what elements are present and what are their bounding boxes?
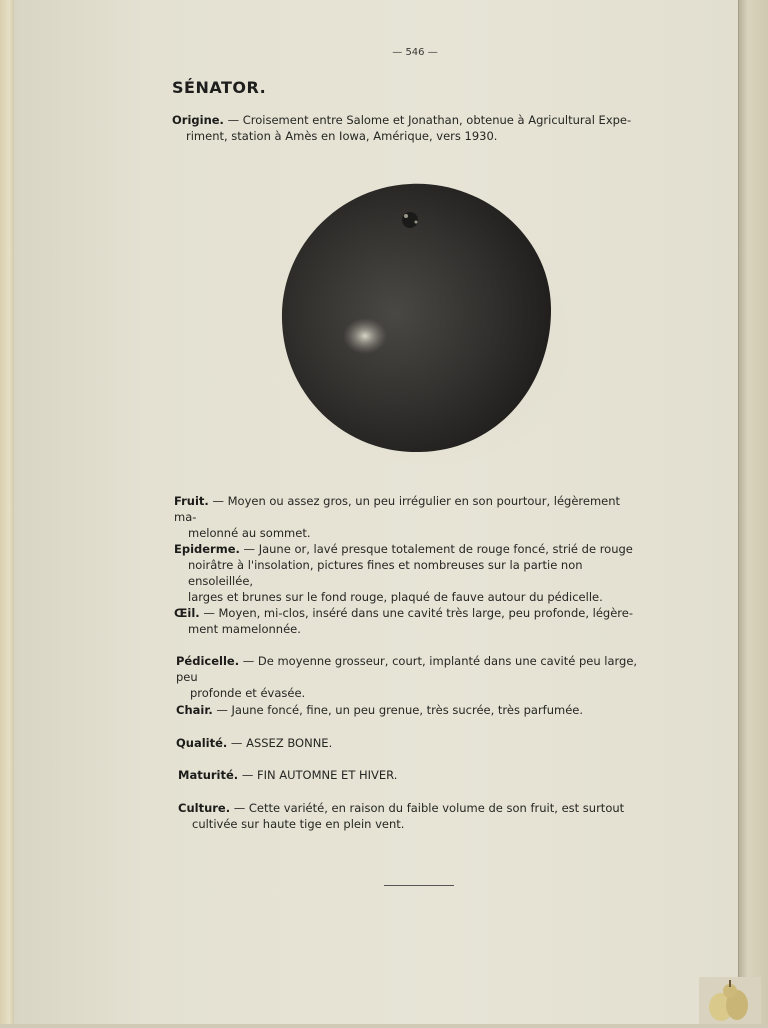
entry-text: — De moyenne grosseur, court, implanté dans une cavité peu large, peu <box>176 654 638 684</box>
entry-chair <box>176 702 646 718</box>
entry-text: larges et brunes sur le fond rouge, plaqué de fauve autour du pédicelle. <box>188 590 603 604</box>
entry-label: Culture. <box>178 801 231 815</box>
entry-maturite <box>178 767 648 783</box>
entry-text: melonné au sommet. <box>188 526 311 540</box>
entry-text: riment, station à Amès en Iowa, Amérique, vers 1930. <box>186 129 498 143</box>
entry-label: Chair. <box>176 703 213 717</box>
apple-photo <box>270 178 570 468</box>
entry-label: Origine. <box>172 113 224 127</box>
entry-text: — Moyen, mi-clos, inséré dans une cavité très large, peu profonde, légère- <box>199 606 633 620</box>
page-number: — 546 — <box>392 47 438 58</box>
variety-title: SÉNATOR. <box>172 78 267 97</box>
entry-text: noirâtre à l'insolation, pictures fines et nombreuses sur la partie non ensoleillée, <box>188 558 583 588</box>
entry-label: Œil. <box>174 606 200 620</box>
page-edge <box>738 0 768 1024</box>
entry-origine <box>172 112 672 144</box>
entry-qualite <box>176 735 646 751</box>
corner-thumbnail[interactable] <box>699 977 761 1024</box>
entry-label: Epiderme. <box>174 542 240 556</box>
apple-photo-icon <box>270 178 570 468</box>
entry-text: — Jaune or, lavé presque totalement de rouge foncé, strié de rouge <box>239 542 633 556</box>
entry-culture <box>178 800 648 832</box>
entry-text: — Jaune foncé, fine, un peu grenue, très sucrée, très parfumée. <box>212 703 584 717</box>
entry-text: — Moyen ou assez gros, un peu irrégulier en son pourtour, légèrement ma- <box>174 494 621 524</box>
entry-text: profonde et évasée. <box>190 686 306 700</box>
entry-label: Maturité. <box>178 768 239 782</box>
closing-rule <box>384 885 454 886</box>
entry-text: — Croisement entre Salome et Jonathan, obtenue à Agricultural Expe- <box>223 113 632 127</box>
entry-text: — ASSEZ BONNE. <box>227 736 333 750</box>
entry-pedicelle <box>176 653 646 701</box>
pear-icon <box>699 977 761 1024</box>
entry-label: Pédicelle. <box>176 654 240 668</box>
entry-oeil <box>174 605 644 637</box>
entry-epiderme <box>174 541 644 605</box>
entry-label: Fruit. <box>174 494 209 508</box>
entry-text: ment mamelonnée. <box>188 622 301 636</box>
entry-text: — FIN AUTOMNE ET HIVER. <box>238 768 398 782</box>
entry-text: — Cette variété, en raison du faible volume de son fruit, est surtout <box>230 801 625 815</box>
entry-label: Qualité. <box>176 736 228 750</box>
entry-text: cultivée sur haute tige en plein vent. <box>192 817 405 831</box>
entry-fruit <box>174 493 644 541</box>
